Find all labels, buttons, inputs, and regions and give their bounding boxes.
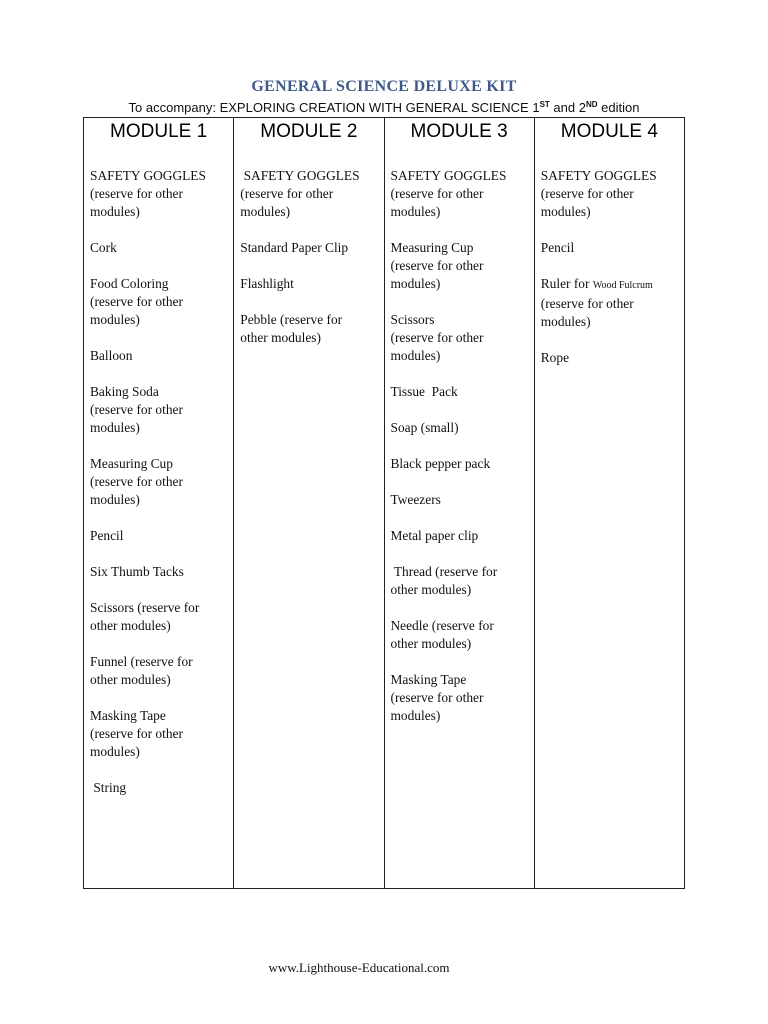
list-item: Needle (reserve for other modules) <box>390 618 494 651</box>
module-2-heading: MODULE 2 <box>260 121 358 142</box>
list-item: Balloon <box>90 348 133 363</box>
list-item: Thread (reserve for other modules) <box>390 564 498 597</box>
list-item: Black pepper pack <box>390 456 491 471</box>
list-item: Soap (small) <box>390 420 459 435</box>
list-item: String <box>90 780 127 795</box>
list-item-ruler <box>541 275 684 331</box>
list-item: Food Coloring (reserve for other modules) <box>90 276 183 327</box>
list-item: Measuring Cup (reserve for other modules) <box>90 456 183 507</box>
subtitle-sup-nd: ND <box>585 100 598 109</box>
list-item: SAFETY GOGGLES (reserve for other modules) <box>240 168 360 219</box>
kit-subtitle <box>0 100 768 115</box>
list-item: Tweezers <box>390 492 441 507</box>
module-4-items <box>541 167 684 367</box>
module-1-column <box>84 118 234 888</box>
list-item: Pebble (reserve for other modules) <box>240 312 343 345</box>
list-item: SAFETY GOGGLES (reserve for other modules) <box>540 168 657 219</box>
list-item: Standard Paper Clip <box>240 240 349 255</box>
wood-fulcrum-label: Wood Fulcrum <box>592 280 653 291</box>
list-item: Scissors (reserve for other modules) <box>90 600 200 633</box>
module-4-heading: MODULE 4 <box>560 121 658 142</box>
ruler-label: Ruler for <box>540 276 593 291</box>
list-item: Tissue Pack <box>390 384 458 399</box>
ruler-note: (reserve for other modules) <box>540 296 634 329</box>
list-item: Flashlight <box>240 276 294 291</box>
list-item: Funnel (reserve for other modules) <box>90 654 193 687</box>
list-item: Metal paper clip <box>390 528 479 543</box>
module-1-heading: MODULE 1 <box>110 121 208 142</box>
subtitle-prefix: To accompany: EXPLORING CREATION WITH GENERAL SCIENCE 1 <box>128 100 540 115</box>
modules-table <box>83 117 685 889</box>
kit-title: GENERAL SCIENCE DELUXE KIT <box>251 78 517 95</box>
list-item: Measuring Cup (reserve for other modules) <box>390 240 484 291</box>
list-item: Masking Tape (reserve for other modules) <box>390 672 484 723</box>
subtitle-suffix: edition <box>597 100 640 115</box>
subtitle-mid: and 2 <box>549 100 586 115</box>
module-2-items <box>240 167 383 347</box>
website-footer: www.Lighthouse-Educational.com <box>268 960 450 975</box>
list-item: Cork <box>90 240 117 255</box>
module-3-heading: MODULE 3 <box>410 121 508 142</box>
list-item: Baking Soda (reserve for other modules) <box>90 384 183 435</box>
list-item: Rope <box>540 350 570 365</box>
module-1-items <box>90 167 233 797</box>
module-3-column <box>385 118 535 888</box>
list-item: Pencil <box>90 528 124 543</box>
module-4-column <box>535 118 684 888</box>
list-item: Scissors (reserve for other modules) <box>390 312 484 363</box>
list-item: Six Thumb Tacks <box>90 564 184 579</box>
list-item: Masking Tape (reserve for other modules) <box>90 708 183 759</box>
list-item: SAFETY GOGGLES (reserve for other modules) <box>390 168 507 219</box>
list-item: Pencil <box>540 240 575 255</box>
module-2-column <box>234 118 384 888</box>
module-3-items <box>391 167 534 725</box>
subtitle-sup-st: ST <box>539 100 550 109</box>
list-item: SAFETY GOGGLES (reserve for other modules) <box>90 168 206 219</box>
